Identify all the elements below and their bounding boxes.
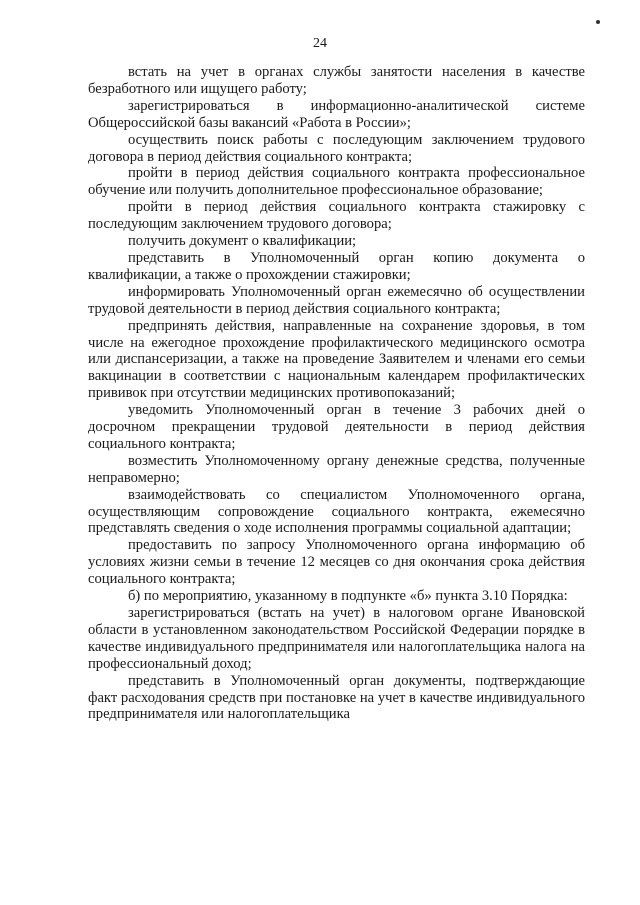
paragraph-tax-registration: зарегистрироваться (встать на учет) в налоговом органе Ивановской области в установленном законодательством Российской Федерации порядке в качестве индивидуального предпринимателя или налогоплательщика налога на профессиональный доход; [88, 605, 585, 672]
paragraph-early-termination-notice: уведомить Уполномоченный орган в течение 3 рабочих дней о досрочном прекращении трудовой деятельности в период действия социального контракта; [88, 402, 585, 452]
paragraph-subitem-b: б) по мероприятию, указанному в подпункте «б» пункта 3.10 Порядка: [128, 588, 568, 605]
paragraph-internship: пройти в период действия социального контракта стажировку с последующим заключением трудового договора; [88, 199, 585, 233]
paragraph-qualification-document: получить документ о квалификации; [128, 233, 357, 250]
paragraph-register-employment-service: встать на учет в органах службы занятости населения в качестве безработного или ищущего работу; [88, 64, 585, 97]
paragraph-register-job-database: зарегистрироваться в информационно-аналитической системе Общероссийской базы вакансий «Работа в России»; [88, 97, 585, 131]
paragraph-monthly-reporting: информировать Уполномоченный орган ежемесячно об осуществлении трудовой деятельности в период действия социального контракта; [88, 283, 585, 317]
paragraph-job-search: осуществить поиск работы с последующим заключением трудового договора в период действия социального контракта; [88, 131, 585, 165]
paragraph-cooperate-specialist: взаимодействовать со специалистом Уполномоченного органа, осуществляющим сопровождение социального контракта, ежемесячно представлять сведения о ходе исполнения программы социальной адаптации; [88, 486, 585, 537]
paragraph-refund-funds: возместить Уполномоченному органу денежные средства, полученные неправомерно; [88, 452, 585, 486]
paragraph-submit-qualification-copy: представить в Уполномоченный орган копию документа о квалификации, а также о прохождении стажировки; [88, 249, 585, 283]
paragraph-living-conditions-info: предоставить по запросу Уполномоченного органа информацию об условиях жизни семьи в течение 12 месяцев со дня окончания срока действия социального контракта; [88, 537, 585, 588]
page-number: 24 [313, 36, 327, 51]
document-body [88, 64, 585, 723]
scan-dot-mark [596, 20, 600, 24]
paragraph-professional-training: пройти в период действия социального контракта профессиональное обучение или получить дополнительное профессиональное образование; [88, 165, 585, 199]
paragraph-health-actions: предпринять действия, направленные на сохранение здоровья, в том числе на ежегодное прохождение профилактического медицинского осмотра или диспансеризации, а также на проведение Заявителем и членами его семьи вакцинации в соответствии с национальным календарем профилактических прививок при отсутствии медицинских противопоказаний; [88, 317, 585, 402]
paragraph-expense-documents: представить в Уполномоченный орган документы, подтверждающие факт расходования средств при постановке на учет в качестве индивидуального предпринимателя или налогоплательщика [88, 672, 585, 723]
